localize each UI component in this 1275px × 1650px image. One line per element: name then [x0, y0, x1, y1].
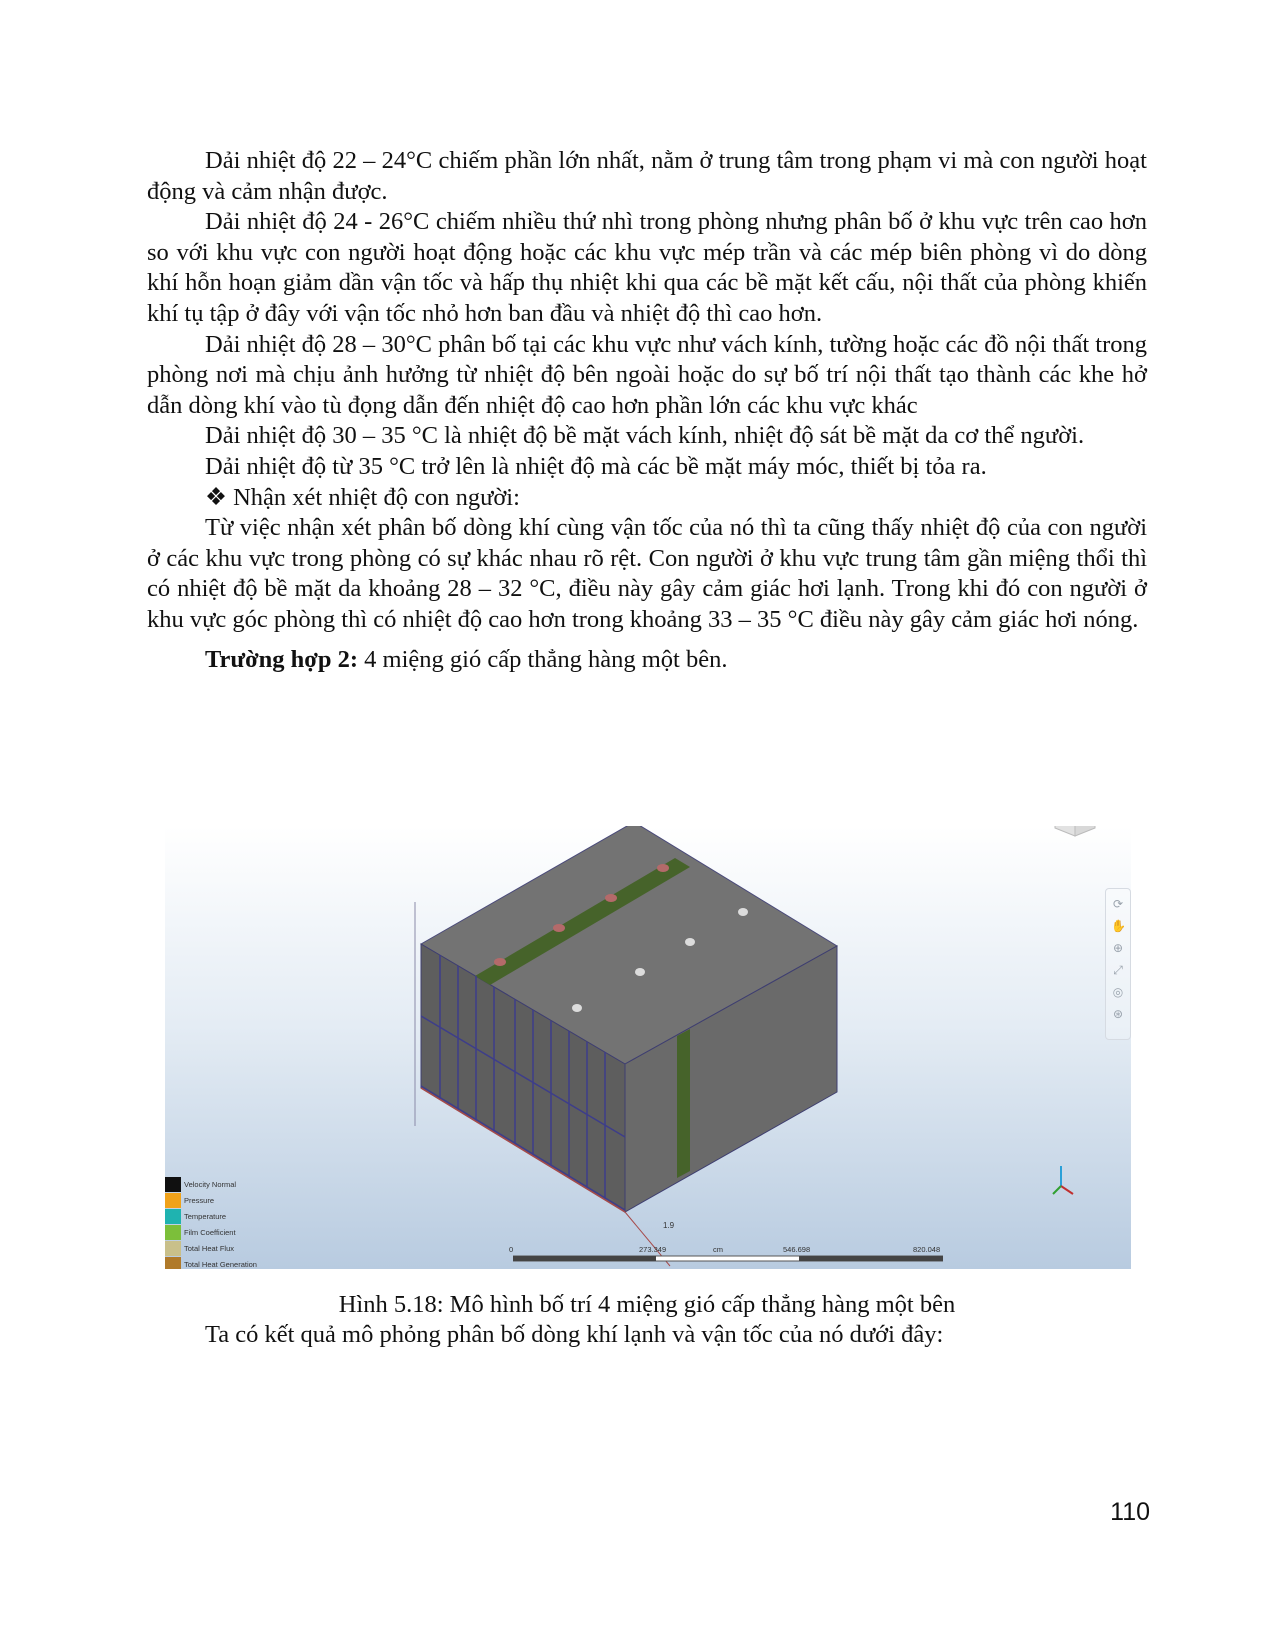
legend-item	[165, 1192, 257, 1208]
figure-caption: Hình 5.18: Mô hình bố trí 4 miệng gió cấp thẳng hàng một bên	[338, 1291, 956, 1318]
legend-swatch	[165, 1257, 181, 1270]
paragraph: Dải nhiệt độ từ 35 °C trở lên là nhiệt độ mà các bề mặt máy móc, thiết bị tỏa ra.	[205, 452, 987, 480]
legend-label: Film Coefficient	[184, 1227, 236, 1237]
dimension-label: 1.9	[663, 1221, 675, 1230]
scale-bar	[509, 1245, 943, 1266]
orbit-icon[interactable]: ⟳	[1112, 897, 1124, 911]
legend-swatch	[165, 1225, 181, 1240]
room-model-render	[165, 826, 1131, 1269]
scale-tick: cm	[713, 1245, 723, 1254]
legend-label: Total Heat Flux	[184, 1243, 235, 1253]
legend-swatch	[165, 1209, 181, 1224]
scale-tick: 546.698	[783, 1245, 811, 1254]
case-heading	[147, 645, 1147, 676]
view-cube-icon	[1055, 826, 1095, 836]
green-strip-right	[677, 1029, 690, 1178]
legend-item	[165, 1176, 257, 1192]
paragraph: Dải nhiệt độ 22 – 24°C chiếm phần lớn nhất, nằm ở trung tâm trong phạm vi mà con người hoạt động và cảm nhận được.	[147, 147, 1147, 205]
result-legend	[165, 1176, 257, 1269]
legend-label: Total Heat Generation	[184, 1259, 257, 1269]
legend-swatch	[165, 1241, 181, 1256]
look-icon[interactable]: ◎	[1112, 985, 1124, 999]
simulation-figure	[165, 826, 1131, 1269]
legend-item	[165, 1224, 257, 1240]
legend-item	[165, 1240, 257, 1256]
bullet-heading: ❖ Nhận xét nhiệt độ con người:	[205, 483, 520, 511]
scale-bar-graphic	[513, 1246, 943, 1266]
case-label: Trường hợp 2:	[205, 645, 359, 673]
case-text: 4 miệng gió cấp thẳng hàng một bên.	[358, 645, 728, 673]
legend-item	[165, 1256, 257, 1269]
pan-icon[interactable]: ✋	[1111, 919, 1126, 933]
paragraph: Dải nhiệt độ 28 – 30°C phân bố tại các khu vực như vách kính, tường hoặc các đồ nội thất trong phòng nơi mà chịu ảnh hưởng từ nhiệt độ bên ngoài hoặc do sự bố trí nội thất tạo thành các khe hở dẫn dòng khí vào tù đọng dẫn đến nhiệt độ cao hơn phần lớn các khu vực khác	[147, 330, 1147, 419]
legend-swatch	[165, 1177, 181, 1192]
steering-wheel-icon[interactable]: ⊛	[1112, 1007, 1124, 1021]
legend-item	[165, 1208, 257, 1224]
body-text	[147, 146, 1147, 675]
paragraph: Dải nhiệt độ 30 – 35 °C là nhiệt độ bề mặt vách kính, nhiệt độ sát bề mặt da cơ thể người.	[205, 422, 1085, 450]
zoom-icon[interactable]: ⊕	[1112, 941, 1124, 955]
follow-text: Ta có kết quả mô phỏng phân bố dòng khí lạnh và vận tốc của nó dưới đây:	[205, 1321, 944, 1348]
scale-tick: 273.349	[639, 1245, 667, 1254]
fit-icon[interactable]: ⤢	[1113, 963, 1123, 977]
legend-label: Temperature	[184, 1211, 227, 1221]
paragraph: Từ việc nhận xét phân bố dòng khí cùng vận tốc của nó thì ta cũng thấy nhiệt độ của con người ở các khu vực trong phòng có sự khác nhau rõ rệt. Con người ở khu vực trung tâm gần miệng thổi thì có nhiệt độ bề mặt da khoảng 28 – 32 °C, điều này gây cảm giác hơi lạnh. Trong khi đó con người ở khu vực góc phòng thì có nhiệt độ cao hơn trong khoảng 33 – 35 °C điều này gây cảm giác hơi nóng.	[147, 514, 1147, 633]
axis-triad-icon	[1053, 1166, 1073, 1194]
navigation-bar[interactable]	[1105, 888, 1131, 1040]
legend-label: Velocity Normal	[184, 1179, 237, 1189]
scale-tick: 820.048	[913, 1245, 941, 1254]
legend-label: Pressure	[184, 1195, 215, 1205]
legend-swatch	[165, 1193, 181, 1208]
paragraph: Dải nhiệt độ 24 - 26°C chiếm nhiều thứ nhì trong phòng nhưng phân bố ở khu vực trên cao hơn so với khu vực con người hoạt động hoặc các khu vực mép trần và các mép biên phòng vì do dòng khí hỗn hoạn giảm dần vận tốc và hấp thụ nhiệt khi qua các bề mặt kết cấu, nội thất của phòng khiến khí tụ tập ở đây với vận tốc nhỏ hơn ban đầu và nhiệt độ thì cao hơn.	[147, 208, 1147, 327]
page-number: 110	[1110, 1498, 1150, 1526]
scale-tick: 0	[509, 1245, 514, 1254]
